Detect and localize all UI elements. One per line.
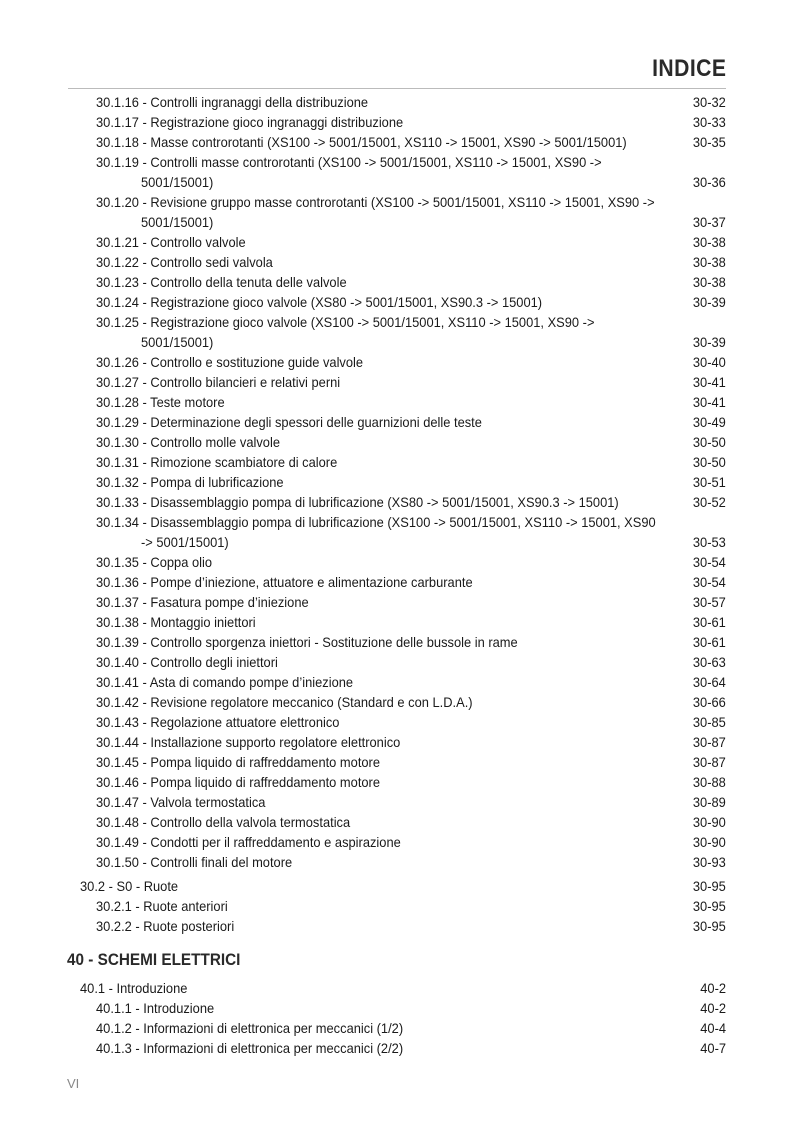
toc-entry-title: 30.1.18 - Masse controrotanti (XS100 -> 5001/15001, XS110 -> 15001, XS90 -> 5001/15001) xyxy=(96,134,627,150)
toc-entry[interactable] xyxy=(0,432,794,452)
toc-entry-title: 30.1.50 - Controlli finali del motore xyxy=(96,854,293,870)
toc-entry-title: 30.1.33 - Disassemblaggio pompa di lubrificazione (XS80 -> 5001/15001, XS90.3 -> 15001) xyxy=(96,494,619,510)
toc-entry-page: 30-61 xyxy=(693,614,726,630)
toc-entry[interactable] xyxy=(0,272,794,292)
toc-entry-page: 30-50 xyxy=(693,434,726,450)
toc-entry[interactable] xyxy=(0,1018,794,1038)
toc-entry-title: 30.1.27 - Controllo bilancieri e relativi perni xyxy=(96,374,341,390)
toc-entry-page: 30-64 xyxy=(693,674,726,690)
toc-entry-title: 30.1.21 - Controllo valvole xyxy=(96,234,246,250)
toc-entry[interactable] xyxy=(0,592,794,612)
toc-entry-title: 5001/15001) xyxy=(141,174,214,190)
toc-entry[interactable] xyxy=(0,292,794,312)
toc-entry-page: 30-40 xyxy=(693,354,726,370)
toc-entry[interactable] xyxy=(0,632,794,652)
toc-entry-title: 30.1.32 - Pompa di lubrificazione xyxy=(96,474,284,490)
toc-entry[interactable] xyxy=(0,252,794,272)
toc-entry-page: 30-54 xyxy=(693,574,726,590)
toc-entry-title: -> 5001/15001) xyxy=(141,534,229,550)
toc-entry-page: 30-95 xyxy=(693,918,726,934)
toc-entry[interactable] xyxy=(0,512,794,532)
toc-entry-title: 30.1.35 - Coppa olio xyxy=(96,554,213,570)
toc-entry-title: 30.1.24 - Registrazione gioco valvole (XS80 -> 5001/15001, XS90.3 -> 15001) xyxy=(96,294,543,310)
toc-entry-page: 30-95 xyxy=(693,898,726,914)
toc-entry-title: 30.1.46 - Pompa liquido di raffreddamento motore xyxy=(96,774,381,790)
toc-entry-title: 30.1.42 - Revisione regolatore meccanico (Standard e con L.D.A.) xyxy=(96,694,473,710)
toc-entry-title: 30.1.43 - Regolazione attuatore elettronico xyxy=(96,714,340,730)
toc-entry[interactable] xyxy=(0,372,794,392)
toc-entry[interactable] xyxy=(0,352,794,372)
toc-entry-title: 30.1.26 - Controllo e sostituzione guide valvole xyxy=(96,354,364,370)
toc-entry[interactable] xyxy=(0,192,794,212)
toc-entry-page: 30-66 xyxy=(693,694,726,710)
toc-entry-title: 30.1.20 - Revisione gruppo masse controrotanti (XS100 -> 5001/15001, XS110 -> 15001, XS90 -> xyxy=(96,194,655,210)
toc-entry[interactable] xyxy=(0,692,794,712)
toc-entry[interactable] xyxy=(0,232,794,252)
toc-entry[interactable] xyxy=(0,1038,794,1058)
toc-entry[interactable] xyxy=(0,998,794,1018)
toc-entry-page: 30-88 xyxy=(693,774,726,790)
toc-entry-title: 30.1.28 - Teste motore xyxy=(96,394,225,410)
toc-entry[interactable] xyxy=(0,392,794,412)
toc-entry-title: 30.1.38 - Montaggio iniettori xyxy=(96,614,256,630)
toc-entry-title: 30.1.37 - Fasatura pompe d’iniezione xyxy=(96,594,309,610)
toc-entry[interactable] xyxy=(0,452,794,472)
toc-entry[interactable] xyxy=(0,916,794,936)
toc-entry[interactable] xyxy=(0,152,794,172)
toc-entry-page: 30-33 xyxy=(693,114,726,130)
toc-entry-title: 30.1.29 - Determinazione degli spessori delle guarnizioni delle teste xyxy=(96,414,482,430)
toc-entry-title: 30.1.22 - Controllo sedi valvola xyxy=(96,254,273,270)
toc-entry-title: 30.1.17 - Registrazione gioco ingranaggi distribuzione xyxy=(96,114,404,130)
toc-entry[interactable] xyxy=(0,876,794,896)
toc-entry-title: 30.1.41 - Asta di comando pompe d’iniezione xyxy=(96,674,354,690)
toc-entry-title: 5001/15001) xyxy=(141,334,214,350)
toc-entry-title: 40.1.2 - Informazioni di elettronica per meccanici (1/2) xyxy=(96,1020,404,1036)
toc-entry-page: 30-53 xyxy=(693,534,726,550)
toc-entry[interactable] xyxy=(0,852,794,872)
toc-entry[interactable] xyxy=(0,312,794,332)
toc-entry-title: 30.1.47 - Valvola termostatica xyxy=(96,794,266,810)
toc-entry-page: 30-37 xyxy=(693,214,726,230)
toc-entry-title: 30.1.36 - Pompe d’iniezione, attuatore e alimentazione carburante xyxy=(96,574,473,590)
toc-entry-title: 30.2 - S0 - Ruote xyxy=(80,878,179,894)
toc-entry-title: 30.1.34 - Disassemblaggio pompa di lubrificazione (XS100 -> 5001/15001, XS110 -> 15001, XS90 xyxy=(96,514,656,530)
toc-entry-page: 30-51 xyxy=(693,474,726,490)
toc-entry-page: 30-54 xyxy=(693,554,726,570)
toc-entry-page: 30-49 xyxy=(693,414,726,430)
toc-entry-continuation[interactable] xyxy=(0,532,794,552)
toc-entry-title: 40.1.3 - Informazioni di elettronica per meccanici (2/2) xyxy=(96,1040,404,1056)
toc-entry-page: 30-90 xyxy=(693,814,726,830)
toc-entry-page: 30-90 xyxy=(693,834,726,850)
toc-entry-title: 5001/15001) xyxy=(141,214,214,230)
toc-entry[interactable] xyxy=(0,978,794,998)
toc-entry-page: 30-38 xyxy=(693,274,726,290)
toc-entry[interactable] xyxy=(0,92,794,112)
toc-entry-page: 40-2 xyxy=(700,980,726,996)
toc-entry-page: 30-39 xyxy=(693,294,726,310)
toc-entry[interactable] xyxy=(0,552,794,572)
toc-entry-page: 30-36 xyxy=(693,174,726,190)
toc-entry[interactable] xyxy=(0,792,794,812)
toc-entry-title: 30.1.31 - Rimozione scambiatore di calore xyxy=(96,454,338,470)
toc-entry-title: 30.1.39 - Controllo sporgenza iniettori - Sostituzione delle bussole in rame xyxy=(96,634,518,650)
toc-entry[interactable] xyxy=(0,712,794,732)
toc-entry[interactable] xyxy=(0,412,794,432)
toc-entry-title: 30.1.19 - Controlli masse controrotanti (XS100 -> 5001/15001, XS110 -> 15001, XS90 -> xyxy=(96,154,602,170)
toc-entry[interactable] xyxy=(0,752,794,772)
toc-entry-page: 40-7 xyxy=(700,1040,726,1056)
toc-entry-title: 30.1.40 - Controllo degli iniettori xyxy=(96,654,278,670)
toc-entry-title: 30.1.49 - Condotti per il raffreddamento e aspirazione xyxy=(96,834,401,850)
toc-entry[interactable] xyxy=(0,772,794,792)
toc-entry-page: 30-38 xyxy=(693,254,726,270)
toc-entry-continuation[interactable] xyxy=(0,172,794,192)
toc-entry-continuation[interactable] xyxy=(0,332,794,352)
toc-entry[interactable] xyxy=(0,132,794,152)
toc-entry-page: 30-39 xyxy=(693,334,726,350)
toc-entry-title: 30.1.25 - Registrazione gioco valvole (XS100 -> 5001/15001, XS110 -> 15001, XS90 -> xyxy=(96,314,595,330)
toc-entry[interactable] xyxy=(0,492,794,512)
toc-entry[interactable] xyxy=(0,896,794,916)
toc-entry-page: 30-93 xyxy=(693,854,726,870)
toc-entry-page: 30-87 xyxy=(693,734,726,750)
toc-entry-page: 30-32 xyxy=(693,94,726,110)
toc-entry-page: 30-95 xyxy=(693,878,726,894)
toc-entry-title: 30.2.2 - Ruote posteriori xyxy=(96,918,235,934)
toc-entry-title: 30.2.1 - Ruote anteriori xyxy=(96,898,228,914)
toc-entry-page: 30-89 xyxy=(693,794,726,810)
page-title: INDICE xyxy=(651,55,726,82)
toc-entry-page: 30-52 xyxy=(693,494,726,510)
toc-entry-title: 30.1.30 - Controllo molle valvole xyxy=(96,434,280,450)
toc-entry-continuation[interactable] xyxy=(0,212,794,232)
toc-entry[interactable] xyxy=(0,652,794,672)
toc-entry[interactable] xyxy=(0,812,794,832)
toc-entry-title: 30.1.48 - Controllo della valvola termostatica xyxy=(96,814,351,830)
toc-entry-title: 40.1 - Introduzione xyxy=(80,980,188,996)
toc-entry-page: 30-35 xyxy=(693,134,726,150)
toc-entry-title: 30.1.45 - Pompa liquido di raffreddamento motore xyxy=(96,754,381,770)
toc-entry-page: 30-63 xyxy=(693,654,726,670)
toc-entry-title: 40.1.1 - Introduzione xyxy=(96,1000,215,1016)
toc-entry-page: 30-87 xyxy=(693,754,726,770)
toc-entry-page: 40-4 xyxy=(700,1020,726,1036)
toc-entry-page: 30-50 xyxy=(693,454,726,470)
toc-entry[interactable] xyxy=(0,572,794,592)
toc-chapter-heading[interactable] xyxy=(0,946,794,974)
toc-entry-page: 30-85 xyxy=(693,714,726,730)
toc-entry[interactable] xyxy=(0,112,794,132)
toc-entry-title: 40 - SCHEMI ELETTRICI xyxy=(67,950,241,969)
toc-entry-page: 30-41 xyxy=(693,394,726,410)
toc-entry[interactable] xyxy=(0,832,794,852)
toc-entry-page: 30-38 xyxy=(693,234,726,250)
toc-entry-page: 40-2 xyxy=(700,1000,726,1016)
footer-page-number: VI xyxy=(67,1076,80,1091)
toc-entry-page: 30-57 xyxy=(693,594,726,610)
toc-entry-page: 30-41 xyxy=(693,374,726,390)
toc-entry-title: 30.1.23 - Controllo della tenuta delle valvole xyxy=(96,274,347,290)
toc-entry-title: 30.1.44 - Installazione supporto regolatore elettronico xyxy=(96,734,401,750)
header-divider xyxy=(68,88,726,89)
toc-entry-title: 30.1.16 - Controlli ingranaggi della distribuzione xyxy=(96,94,369,110)
toc-entry[interactable] xyxy=(0,732,794,752)
toc-entry-page: 30-61 xyxy=(693,634,726,650)
table-of-contents xyxy=(0,92,794,1058)
toc-entry[interactable] xyxy=(0,472,794,492)
toc-entry[interactable] xyxy=(0,672,794,692)
toc-entry[interactable] xyxy=(0,612,794,632)
